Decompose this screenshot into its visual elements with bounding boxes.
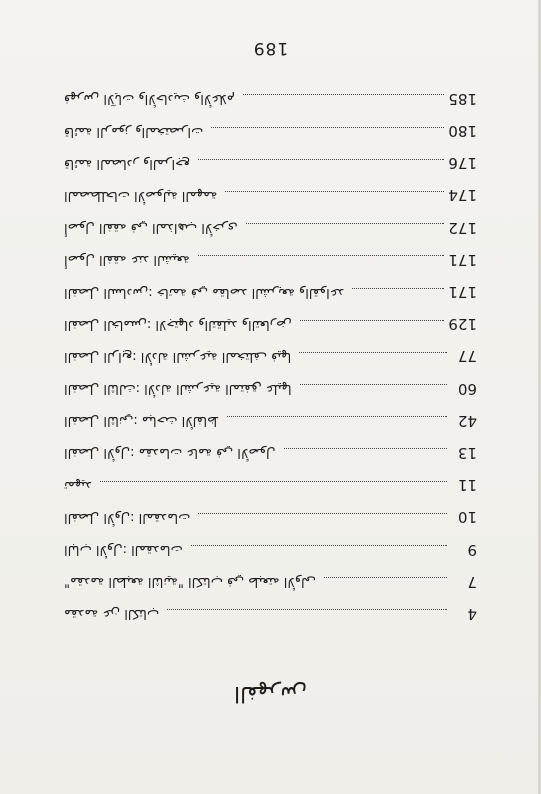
toc-entry-title: "مقدمة الطبعة الثانية" الكتاب في طبعته الأولى (64, 574, 316, 590)
toc-entry (64, 598, 477, 630)
toc-entry-page: 171 (448, 283, 477, 302)
toc-entry-title: الفصل الثاني: مباحث الألفاظ (64, 413, 220, 429)
dot-leader (167, 609, 447, 610)
toc-entry-title: قائمة المصادر والمراجع (64, 155, 191, 171)
toc-entry (64, 276, 477, 308)
dot-leader (100, 481, 447, 482)
toc-entry-page: 172 (448, 218, 477, 237)
toc-entry (64, 179, 477, 211)
toc-entry-title: قائمة الرموز والمختصرات (64, 123, 204, 139)
toc-entry-page: 171 (448, 250, 477, 269)
toc-entry (64, 533, 477, 565)
toc-entry-title: مقدمة عن الكتاب (64, 606, 160, 622)
toc-entry (64, 405, 477, 437)
toc-entry (64, 340, 477, 372)
toc-entry-page: 174 (448, 186, 477, 205)
toc-entry-title: الفصل الثالث: الأدلة الشرعية المتفق عليها (64, 381, 292, 397)
toc-entry-title: المصطلحات الأصولية المهمة (64, 187, 218, 203)
toc-entry-title: أصول الفقه عند الشيعة (64, 252, 190, 268)
dot-leader (225, 191, 444, 192)
toc-entry (64, 212, 477, 244)
dot-leader (300, 384, 447, 385)
toc-entry-page: 77 (457, 347, 477, 366)
toc-entry-page: 10 (457, 508, 477, 527)
dot-leader (352, 288, 444, 289)
dot-leader (246, 223, 445, 224)
dot-leader (300, 320, 445, 321)
toc-entry (64, 437, 477, 469)
dot-leader (299, 352, 447, 353)
dot-leader (198, 513, 447, 514)
dot-leader (284, 448, 447, 449)
toc-entry-page: 7 (467, 572, 477, 591)
toc-entry-page: 129 (448, 315, 477, 334)
toc-entry-title: الفصل الأول: المقدمات (64, 509, 191, 525)
toc-entry (64, 308, 477, 340)
toc-entry-page: 42 (457, 411, 477, 430)
toc-entry-title: الباب الأول: المقدمات (64, 542, 183, 558)
dot-leader (211, 127, 444, 128)
toc-entry-page: 11 (457, 476, 477, 495)
dot-leader (191, 545, 447, 546)
dot-leader (324, 577, 447, 578)
toc-entry-title: تمهيد (64, 477, 92, 493)
toc-heading: الفهرس (233, 681, 308, 706)
dot-leader (227, 416, 447, 417)
toc-entry-title: أصول الفقه في المذاهب الأخرى (64, 220, 238, 236)
toc-entry (64, 83, 477, 115)
dot-leader (243, 94, 445, 95)
toc-entry (64, 373, 477, 405)
toc-entry-title: الفصل الأول: مقدمات عامة في الأصول (64, 445, 276, 461)
toc-entry (64, 469, 477, 501)
toc-entry-page: 13 (457, 443, 477, 462)
toc-entry-page: 60 (457, 379, 477, 398)
dot-leader (198, 255, 445, 256)
dot-leader (198, 159, 444, 160)
toc-entry-page: 176 (448, 154, 477, 173)
toc-entry-page: 4 (467, 604, 477, 623)
toc-entry-page: 9 (467, 540, 477, 559)
toc-entry-page: 180 (448, 122, 477, 141)
toc-entry-page: 185 (448, 89, 477, 108)
toc-entry (64, 244, 477, 276)
toc-entry (64, 147, 477, 179)
toc-entry-title: الفصل الرابع: الأدلة الشرعية المختلف فيها (64, 348, 292, 364)
page-number: 189 (252, 38, 289, 58)
toc-entry-title: الفصل الخامس: الاجتهاد والتقليد والتعارض (64, 316, 292, 332)
toc-entry (64, 566, 477, 598)
toc-entry (64, 501, 477, 533)
toc-entry-title: الفصل السادس: خاتمة في مقاصد الشريعة والقواعد (64, 284, 345, 300)
toc-entry (64, 115, 477, 147)
toc-entry-title: فهرس الآيات والأحاديث والأعلام (64, 91, 235, 107)
table-of-contents (64, 83, 477, 630)
